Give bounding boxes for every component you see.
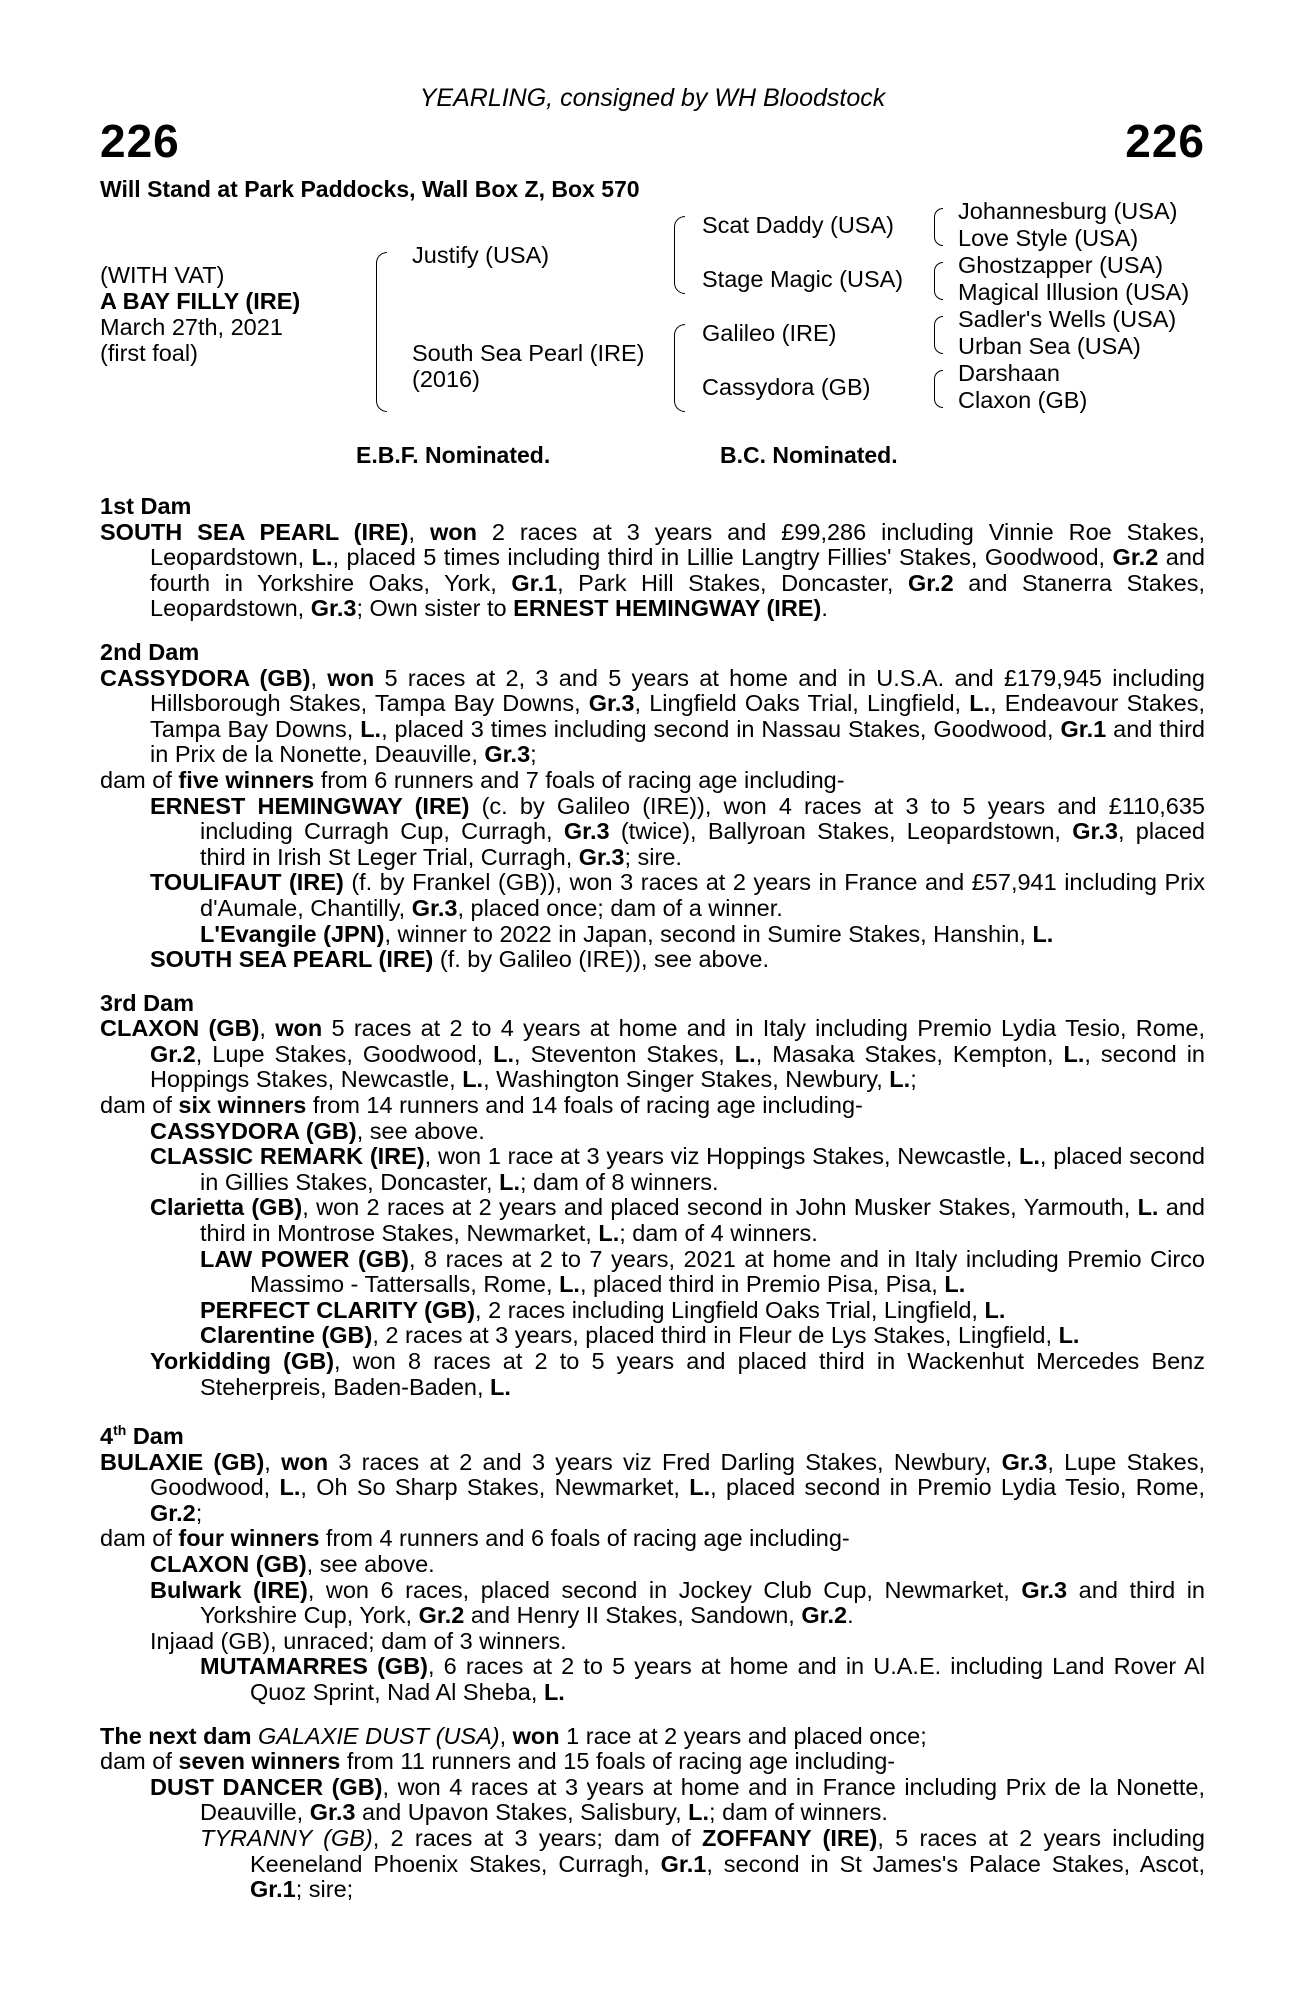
second-dam-produce-summary: dam of five winners from 6 runners and 7 foals of racing age including- <box>100 766 845 793</box>
brace-sire <box>674 216 685 294</box>
fourth-dam-section <box>100 1418 1205 1705</box>
lot-number-left: 226 <box>100 115 180 167</box>
first-dam-heading: 1st Dam <box>100 493 192 519</box>
produce-entry: CASSYDORA (GB), see above. <box>150 1117 485 1144</box>
sd-sire: Ghostzapper (USA) <box>958 252 1164 278</box>
produce-entry: PERFECT CLARITY (GB), 2 races including Lingfield Oaks Trial, Lingfield, L. <box>200 1296 1006 1323</box>
brace-dd <box>934 370 943 408</box>
produce-entry: CLASSIC REMARK (IRE), won 1 race at 3 years viz Hoppings Stakes, Newcastle, L., placed second in Gillies Stakes, Doncaster, L.; dam of 8 winners. <box>150 1143 1205 1195</box>
third-dam-heading: 3rd Dam <box>100 989 195 1016</box>
next-dam-section <box>100 1724 1205 1903</box>
produce-entry: CLAXON (GB), see above. <box>150 1550 435 1577</box>
stand-location: Will Stand at Park Paddocks, Wall Box Z, Box 570 <box>100 176 640 202</box>
produce-entry: LAW POWER (GB), 8 races at 2 to 7 years, 2021 at home and in Italy including Premio Circo Massimo - Tattersalls, Rome, L., placed third in Premio Pisa, Pisa, L. <box>200 1245 1205 1298</box>
sire-sire: Scat Daddy (USA) <box>702 212 894 238</box>
foaling-date: March 27th, 2021 <box>100 314 283 340</box>
third-dam-record: CLAXON (GB), won 5 races at 2 to 4 years at home and in Italy including Premio Lydia Tesio, Rome, Gr.2, Lupe Stakes, Goodwood, L., Steventon Stakes, L., Masaka Stakes, Kempton, L., second in Hoppings Stakes, Newcastle, L., Washington Singer Stakes, Newbury, L.; <box>100 1015 1206 1093</box>
fourth-dam-heading: 4th Dam <box>100 1422 184 1450</box>
produce-entry: SOUTH SEA PEARL (IRE) (f. by Galileo (IRE)), see above. <box>150 946 769 973</box>
ss-dam: Love Style (USA) <box>958 225 1139 251</box>
produce-entry: Clarietta (GB), won 2 races at 2 years and placed second in John Musker Stakes, Yarmouth, L. and third in Montrose Stakes, Newmarket, L.; dam of 4 winners. <box>150 1194 1205 1247</box>
dd-sire: Darshaan <box>958 360 1060 386</box>
sd-dam: Magical Illusion (USA) <box>958 279 1190 305</box>
ds-dam: Urban Sea (USA) <box>958 333 1141 359</box>
first-dam-record: SOUTH SEA PEARL (IRE), won 2 races at 3 years and £99,286 including Vinnie Roe Stakes, Leopardstown, L., placed 5 times including third in Lillie Langtry Fillies' Stakes, Goodwood, Gr.2 and fourth in Yorkshire Oaks, York, Gr.1, Park Hill Stakes, Doncaster, Gr.2 and Stanerra Stakes, Leopardstown, Gr.3; Own sister to ERNEST HEMINGWAY (IRE). <box>100 518 1205 622</box>
pedigree-table <box>100 198 1205 432</box>
produce-entry: L'Evangile (JPN), winner to 2022 in Japan, second in Sumire Stakes, Hanshin, L. <box>200 920 1054 947</box>
consignor-line: YEARLING, consigned by WH Bloodstock <box>419 84 886 112</box>
dam-year: (2016) <box>412 366 480 392</box>
bc-nomination: B.C. Nominated. <box>720 442 898 468</box>
produce-entry: Clarentine (GB), 2 races at 3 years, placed third in Fleur de Lys Stakes, Lingfield, L. <box>200 1322 1080 1349</box>
brace-dam <box>674 324 685 412</box>
brace-ds <box>934 316 943 354</box>
ebf-nomination: E.B.F. Nominated. <box>356 442 551 468</box>
produce-entry: Yorkidding (GB), won 8 races at 2 to 5 years and placed third in Wackenhut Mercedes Benz Steherpreis, Baden-Baden, L. <box>150 1348 1205 1400</box>
second-dam-record: CASSYDORA (GB), won 5 races at 2, 3 and 5 years at home and in U.S.A. and £179,945 including Hillsborough Stakes, Tampa Bay Downs, Gr.3, Lingfield Oaks Trial, Lingfield, L., Endeavour Stakes, Tampa Bay Downs, L., placed 3 times including second in Nassau Stakes, Goodwood, Gr.1 and third in Prix de la Nonette, Deauville, Gr.3; <box>100 664 1205 768</box>
brace-sd <box>934 262 943 300</box>
dam: South Sea Pearl (IRE) <box>412 340 645 366</box>
first-dam-section <box>100 494 1205 622</box>
lot-number-right: 226 <box>1125 115 1205 167</box>
brace-main <box>376 252 387 412</box>
produce-record <box>100 494 1205 1921</box>
lot-name: A BAY FILLY (IRE) <box>100 288 301 314</box>
fourth-dam-produce-summary: dam of four winners from 4 runners and 6 foals of racing age including- <box>100 1525 850 1552</box>
produce-entry: MUTAMARRES (GB), 6 races at 2 to 5 years at home and in U.A.E. including Land Rover Al Quoz Sprint, Nad Al Sheba, L. <box>200 1653 1205 1705</box>
dd-dam: Claxon (GB) <box>958 387 1088 413</box>
produce-entry: TYRANNY (GB), 2 races at 3 years; dam of ZOFFANY (IRE), 5 races at 2 years including Keeneland Phoenix Stakes, Curragh, Gr.1, second in St James's Palace Stakes, Ascot, Gr.1; sire; <box>200 1824 1205 1903</box>
dam-dam: Cassydora (GB) <box>702 374 871 400</box>
produce-entry: DUST DANCER (GB), won 4 races at 3 years at home and in France including Prix de la Nonette, Deauville, Gr.3 and Upavon Stakes, Salisbury, L.; dam of winners. <box>150 1773 1205 1826</box>
fourth-dam-record: BULAXIE (GB), won 3 races at 2 and 3 years viz Fred Darling Stakes, Newbury, Gr.3, Lupe Stakes, Goodwood, L., Oh So Sharp Stakes, Newmarket, L., placed second in Premio Lydia Tesio, Rome, Gr.2; <box>100 1448 1205 1526</box>
second-dam-heading: 2nd Dam <box>100 638 200 665</box>
produce-entry: TOULIFAUT (IRE) (f. by Frankel (GB)), won 3 races at 2 years in France and £57,941 including Prix d'Aumale, Chantilly, Gr.3, placed once; dam of a winner. <box>150 869 1205 921</box>
sire-dam: Stage Magic (USA) <box>702 266 904 292</box>
third-dam-produce-summary: dam of six winners from 14 runners and 14 foals of racing age including- <box>100 1092 863 1119</box>
produce-entry: Injaad (GB), unraced; dam of 3 winners. <box>150 1627 567 1654</box>
sire: Justify (USA) <box>412 242 550 268</box>
third-dam-section <box>100 991 1205 1401</box>
foal-note: (first foal) <box>100 340 198 366</box>
vat-label: (WITH VAT) <box>100 262 225 288</box>
next-dam-record: The next dam GALAXIE DUST (USA), won 1 race at 2 years and placed once; <box>100 1722 927 1749</box>
produce-entry: Bulwark (IRE), won 6 races, placed second in Jockey Club Cup, Newmarket, Gr.3 and third in Yorkshire Cup, York, Gr.2 and Henry II Stakes, Sandown, Gr.2. <box>150 1576 1205 1629</box>
ss-sire: Johannesburg (USA) <box>958 198 1178 224</box>
dam-sire: Galileo (IRE) <box>702 320 837 346</box>
ds-sire: Sadler's Wells (USA) <box>958 306 1177 332</box>
produce-entry: ERNEST HEMINGWAY (IRE) (c. by Galileo (IRE)), won 4 races at 3 to 5 years and £110,635 including Curragh Cup, Curragh, Gr.3 (twice), Ballyroan Stakes, Leopardstown, Gr.3, placed third in Irish St Leger Trial, Curragh, Gr.3; sire. <box>150 792 1205 870</box>
brace-ss <box>934 208 943 246</box>
next-dam-produce-summary: dam of seven winners from 11 runners and 15 foals of racing age including- <box>100 1748 896 1775</box>
second-dam-section <box>100 640 1205 973</box>
